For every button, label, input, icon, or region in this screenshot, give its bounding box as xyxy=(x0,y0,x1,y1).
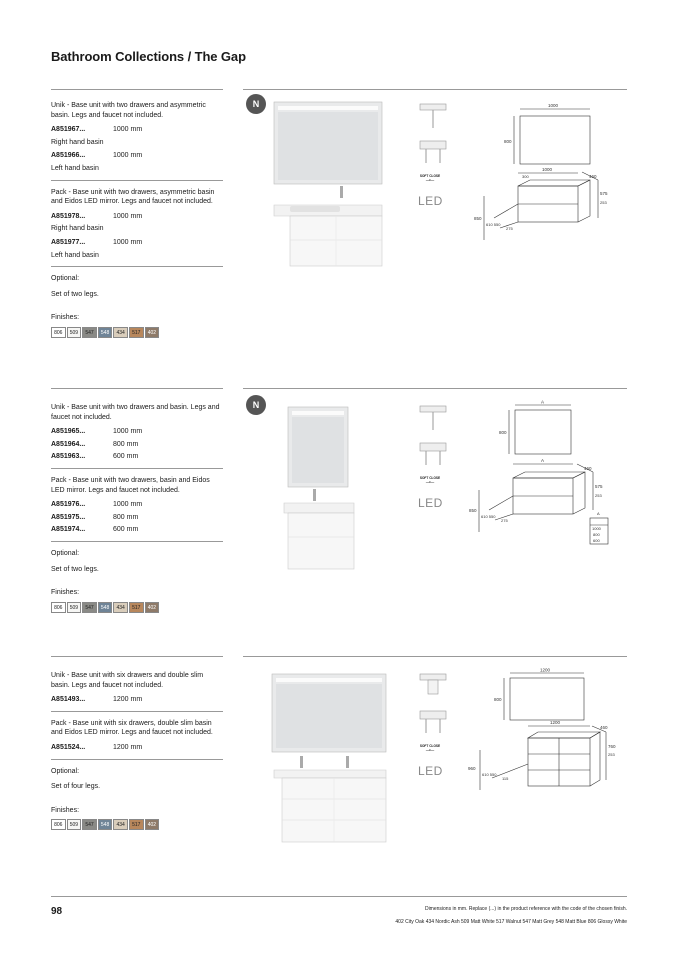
footer-note: Dimensions in mm. Replace (...) in the product reference with the code of the chosen finish. xyxy=(424,906,627,912)
product-photo xyxy=(280,405,360,575)
ref-code: A851965... xyxy=(51,428,86,436)
ref-code: A851967... xyxy=(51,126,86,134)
finish-swatch[interactable]: 434 xyxy=(113,602,128,613)
dim-label: 800 xyxy=(494,697,502,702)
ref-size: 1000 mm xyxy=(113,501,143,509)
legs-icon xyxy=(418,137,448,167)
ref-size: 1000 mm xyxy=(113,152,143,160)
finish-swatch[interactable]: 547 xyxy=(82,602,97,613)
finish-swatch[interactable]: 547 xyxy=(82,819,97,830)
page-title: Bathroom Collections / The Gap xyxy=(51,49,246,64)
product-photo xyxy=(270,100,385,270)
product-photo xyxy=(270,672,390,847)
ref-note: Left hand basin xyxy=(51,164,99,172)
technical-drawing xyxy=(470,100,620,250)
optional-label: Optional: xyxy=(51,549,80,557)
table-cell: 600 xyxy=(593,538,600,543)
legs-icon xyxy=(418,439,448,469)
product-description: Unik - Base unit with two drawers and basin. Legs and faucet not included. xyxy=(51,404,220,421)
section-divider xyxy=(51,656,223,657)
optional-label: Optional: xyxy=(51,275,80,283)
dim-label: 575 xyxy=(600,191,608,196)
ref-code: A851964... xyxy=(51,440,86,448)
soft-close-icon: SOFT CLOSE —●— xyxy=(419,476,441,484)
product-description: Unik - Base unit with two drawers and asymmetric basin. Legs and faucet not included. xyxy=(51,102,206,119)
finish-swatch[interactable]: 806 xyxy=(51,602,66,613)
finish-swatches xyxy=(51,602,223,613)
divider xyxy=(51,759,223,760)
dim-label: 253 xyxy=(595,493,602,498)
dim-label: A xyxy=(541,458,545,463)
divider xyxy=(51,468,223,469)
section-3-text xyxy=(51,671,223,830)
section-2-text xyxy=(51,403,223,613)
page-number: 98 xyxy=(51,906,63,917)
dim-label: 253 xyxy=(608,752,615,757)
dim-label: 610 550 xyxy=(481,514,496,519)
ref-size: 1200 mm xyxy=(113,696,143,704)
finish-swatch[interactable]: 509 xyxy=(67,602,82,613)
basin-icon xyxy=(418,402,448,432)
ref-code: A851978... xyxy=(51,212,86,220)
soft-close-icon: SOFT CLOSE —●— xyxy=(419,174,441,182)
divider xyxy=(51,266,223,267)
ref-code: A851976... xyxy=(51,501,86,509)
led-icon: LED xyxy=(418,496,443,510)
feature-icons xyxy=(418,100,448,208)
table-cell: 1000 xyxy=(592,526,601,531)
optional-text: Set of two legs. xyxy=(51,290,99,298)
ref-size: 600 mm xyxy=(113,453,139,461)
finish-swatch[interactable]: 402 xyxy=(145,819,160,830)
optional-text: Set of two legs. xyxy=(51,565,99,573)
dim-label: 575 xyxy=(595,484,603,489)
finish-swatch[interactable]: 547 xyxy=(82,327,97,338)
dim-label: 1200 xyxy=(550,720,561,725)
dim-label: 275 xyxy=(506,226,513,231)
product-ref xyxy=(51,125,223,147)
ref-note: Right hand basin xyxy=(51,138,104,146)
product-description: Unik - Base unit with six drawers and double slim basin. Legs and faucet not included. xyxy=(51,672,204,689)
double-basin-icon xyxy=(418,670,448,700)
finish-swatch[interactable]: 517 xyxy=(129,602,144,613)
product-description: Pack - Base unit with two drawers, asymmetric basin and Eidos LED mirror. Legs and faucet not included. xyxy=(51,188,215,206)
dim-label: 610 550 xyxy=(486,222,501,227)
finish-swatches xyxy=(51,327,223,338)
section-divider xyxy=(243,656,627,657)
ref-size: 1200 mm xyxy=(113,743,143,751)
finish-swatch[interactable]: 548 xyxy=(98,819,113,830)
dim-label: 275 xyxy=(501,518,508,523)
optional-text: Set of four legs. xyxy=(51,783,101,791)
technical-drawing xyxy=(465,400,620,550)
dim-label: 610 550 xyxy=(482,772,497,777)
product-ref xyxy=(51,151,223,173)
ref-size: 1000 mm xyxy=(113,238,143,246)
finishes-label: Finishes: xyxy=(51,806,80,814)
feature-icons xyxy=(418,402,448,510)
finish-swatch[interactable]: 517 xyxy=(129,819,144,830)
ref-note: Right hand basin xyxy=(51,225,104,233)
ref-size: 600 mm xyxy=(113,526,139,534)
divider xyxy=(51,541,223,542)
dim-label: 1200 xyxy=(540,668,551,673)
led-icon: LED xyxy=(418,764,443,778)
finish-swatch[interactable]: 548 xyxy=(98,327,113,338)
basin-icon xyxy=(418,100,448,130)
dim-label: 460 xyxy=(600,725,608,730)
section-divider xyxy=(243,388,627,389)
new-badge: N xyxy=(246,94,266,114)
product-ref xyxy=(51,212,223,234)
ref-size: 1000 mm xyxy=(113,212,143,220)
product-description: Pack - Base unit with six drawers, double slim basin and Eidos LED mirror. Legs and faucet not included. xyxy=(51,719,213,737)
finish-swatch[interactable]: 517 xyxy=(129,327,144,338)
divider xyxy=(51,180,223,181)
finish-swatch[interactable]: 402 xyxy=(145,602,160,613)
dim-label: 1000 xyxy=(548,103,559,108)
dim-label: 460 xyxy=(589,174,597,179)
dim-label: 300 xyxy=(522,174,529,179)
section-divider xyxy=(51,89,223,90)
table-header: A xyxy=(597,511,600,516)
dim-label: 850 xyxy=(469,508,477,513)
section-1-text xyxy=(51,101,223,338)
divider xyxy=(51,711,223,712)
section-divider xyxy=(51,388,223,389)
ref-code: A851975... xyxy=(51,513,86,521)
finish-swatch[interactable]: 806 xyxy=(51,327,66,338)
finish-swatches xyxy=(51,819,223,830)
finishes-label: Finishes: xyxy=(51,314,80,322)
feature-icons xyxy=(418,670,448,778)
dim-label: A xyxy=(541,400,545,405)
ref-size: 1000 mm xyxy=(113,428,143,436)
ref-code: A851974... xyxy=(51,526,86,534)
finishes-legend: 402 City Oak 434 Nordic Ash 509 Matt White 517 Walnut 547 Matt Grey 548 Matt Blue 806 Glossy White xyxy=(395,919,627,925)
dim-label: 850 xyxy=(474,216,482,221)
dim-label: 760 xyxy=(608,744,616,749)
ref-code: A851493... xyxy=(51,696,86,704)
optional-label: Optional: xyxy=(51,767,80,775)
finish-swatch[interactable]: 806 xyxy=(51,819,66,830)
dim-label: 460 xyxy=(584,466,592,471)
finish-swatch[interactable]: 509 xyxy=(67,819,82,830)
dim-label: 1000 xyxy=(542,167,553,172)
legs-icon xyxy=(418,707,448,737)
finishes-label: Finishes: xyxy=(51,589,80,597)
dim-label: 800 xyxy=(499,430,507,435)
finish-swatch[interactable]: 434 xyxy=(113,819,128,830)
led-icon: LED xyxy=(418,194,443,208)
ref-code: A851977... xyxy=(51,238,86,246)
ref-size: 1000 mm xyxy=(113,126,143,134)
ref-code: A851524... xyxy=(51,743,86,751)
dim-label: 960 xyxy=(468,766,476,771)
footer-divider xyxy=(51,896,627,897)
finish-swatch[interactable]: 509 xyxy=(67,327,82,338)
dim-label: 800 xyxy=(504,139,512,144)
finish-swatch[interactable]: 548 xyxy=(98,602,113,613)
ref-code: A851963... xyxy=(51,453,86,461)
section-divider xyxy=(243,89,627,90)
finish-swatch[interactable]: 402 xyxy=(145,327,160,338)
ref-size: 800 mm xyxy=(113,440,139,448)
ref-size: 800 mm xyxy=(113,513,139,521)
dim-label: 115 xyxy=(502,776,509,781)
ref-code: A851966... xyxy=(51,152,86,160)
dim-label: 253 xyxy=(600,200,607,205)
new-badge: N xyxy=(246,395,266,415)
product-ref xyxy=(51,238,223,260)
technical-drawing xyxy=(462,668,622,798)
finish-swatch[interactable]: 434 xyxy=(113,327,128,338)
table-cell: 800 xyxy=(593,532,600,537)
soft-close-icon: SOFT CLOSE —●— xyxy=(419,744,441,752)
ref-note: Left hand basin xyxy=(51,251,99,259)
product-description: Pack - Base unit with two drawers, basin and Eidos LED mirror. Legs and faucet not included. xyxy=(51,476,210,494)
